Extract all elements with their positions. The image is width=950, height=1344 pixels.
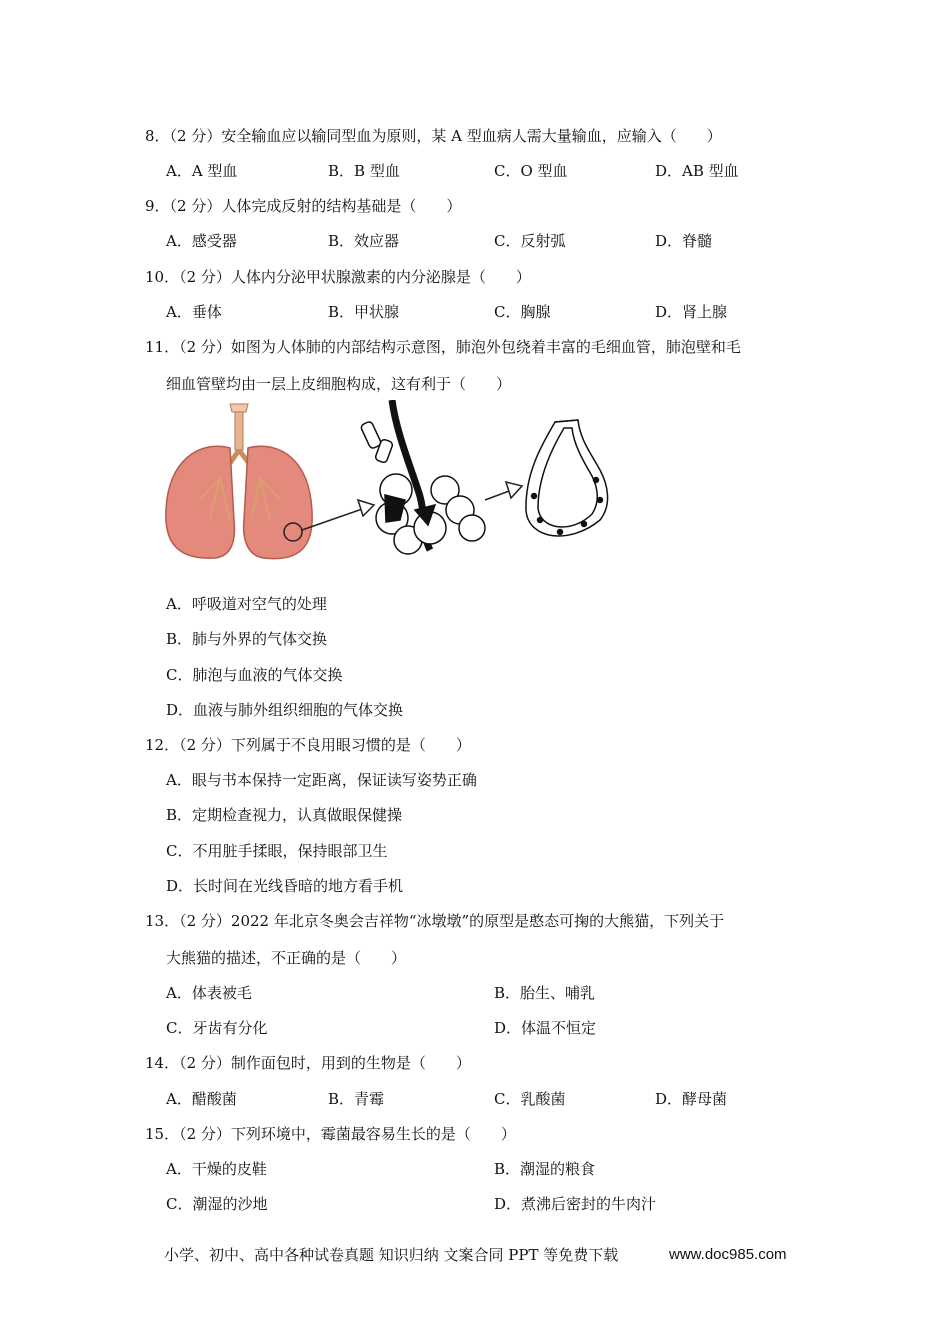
q9-option-d: D．脊髓 (655, 232, 713, 250)
q13-option-a: A．体表被毛 (166, 984, 252, 1002)
question-15-stem: 15．（2 分）下列环境中，霉菌最容易生长的是（ ） (145, 1125, 516, 1143)
question-11-stem-cont: 细血管壁均由一层上皮细胞构成，这有利于（ ） (166, 375, 512, 393)
q12-option-b: B．定期检查视力，认真做眼保健操 (166, 806, 403, 824)
q9-option-b: B．效应器 (328, 232, 400, 250)
q12-option-a: A．眼与书本保持一定距离，保证读写姿势正确 (166, 771, 477, 789)
q10-option-d: D．肾上腺 (655, 303, 728, 321)
lungs-illustration (166, 404, 312, 559)
q13-option-b: B．胎生、哺乳 (494, 984, 596, 1002)
q14-option-c: C．乳酸菌 (494, 1090, 566, 1108)
single-alveolus-illustration (526, 420, 608, 536)
arrow-2 (485, 490, 512, 500)
question-12-stem: 12．（2 分）下列属于不良用眼习惯的是（ ） (145, 736, 471, 754)
q12-option-d: D．长时间在光线昏暗的地方看手机 (166, 877, 404, 895)
question-13-stem-cont: 大熊猫的描述，不正确的是（ ） (166, 949, 407, 967)
q14-option-d: D．酵母菌 (655, 1090, 728, 1108)
q14-option-a: A．醋酸菌 (166, 1090, 237, 1108)
q15-option-d: D．煮沸后密封的牛肉汁 (494, 1195, 657, 1213)
q9-option-a: A．感受器 (166, 232, 237, 250)
q10-option-c: C．胸腺 (494, 303, 551, 321)
q14-option-b: B．青霉 (328, 1090, 385, 1108)
question-11-stem: 11．（2 分）如图为人体肺的内部结构示意图，肺泡外包绕着丰富的毛细血管，肺泡壁和毛 (145, 338, 741, 356)
q9-option-c: C．反射弧 (494, 232, 566, 250)
q11-option-b: B．肺与外界的气体交换 (166, 630, 328, 648)
q13-option-c: C．牙齿有分化 (166, 1019, 268, 1037)
q12-option-c: C．不用脏手揉眼，保持眼部卫生 (166, 842, 388, 860)
question-10-stem: 10．（2 分）人体内分泌甲状腺激素的内分泌腺是（ ） (145, 268, 531, 286)
q11-option-c: C．肺泡与血液的气体交换 (166, 666, 343, 684)
q8-option-c: C．O 型血 (494, 162, 568, 180)
alveoli-illustration (360, 400, 485, 554)
q10-option-a: A．垂体 (166, 303, 222, 321)
question-14-stem: 14．（2 分）制作面包时，用到的生物是（ ） (145, 1054, 471, 1072)
q10-option-b: B．甲状腺 (328, 303, 400, 321)
question-8-stem: 8．（2 分）安全输血应以输同型血为原则，某 A 型血病人需大量输血，应输入（ ） (145, 127, 722, 145)
q15-option-b: B．潮湿的粮食 (494, 1160, 596, 1178)
question-13-stem: 13．（2 分）2022 年北京冬奥会吉祥物“冰墩墩”的原型是憨态可掬的大熊猫，下列关于 (145, 912, 725, 930)
q15-option-c: C．潮湿的沙地 (166, 1195, 268, 1213)
footer-text: 小学、初中、高中各种试卷真题 知识归纳 文案合同 PPT 等免费下载 (164, 1246, 619, 1264)
q8-option-d: D．AB 型血 (655, 162, 739, 180)
q11-option-a: A．呼吸道对空气的处理 (166, 595, 327, 613)
q8-option-b: B．B 型血 (328, 162, 400, 180)
q13-option-d: D．体温不恒定 (494, 1019, 597, 1037)
q11-option-d: D．血液与肺外组织细胞的气体交换 (166, 701, 404, 719)
footer-url[interactable]: www.doc985.com (669, 1246, 787, 1263)
question-9-stem: 9．（2 分）人体完成反射的结构基础是（ ） (145, 197, 462, 215)
q15-option-a: A．干燥的皮鞋 (166, 1160, 267, 1178)
lung-structure-figure (160, 400, 620, 570)
q8-option-a: A．A 型血 (166, 162, 238, 180)
